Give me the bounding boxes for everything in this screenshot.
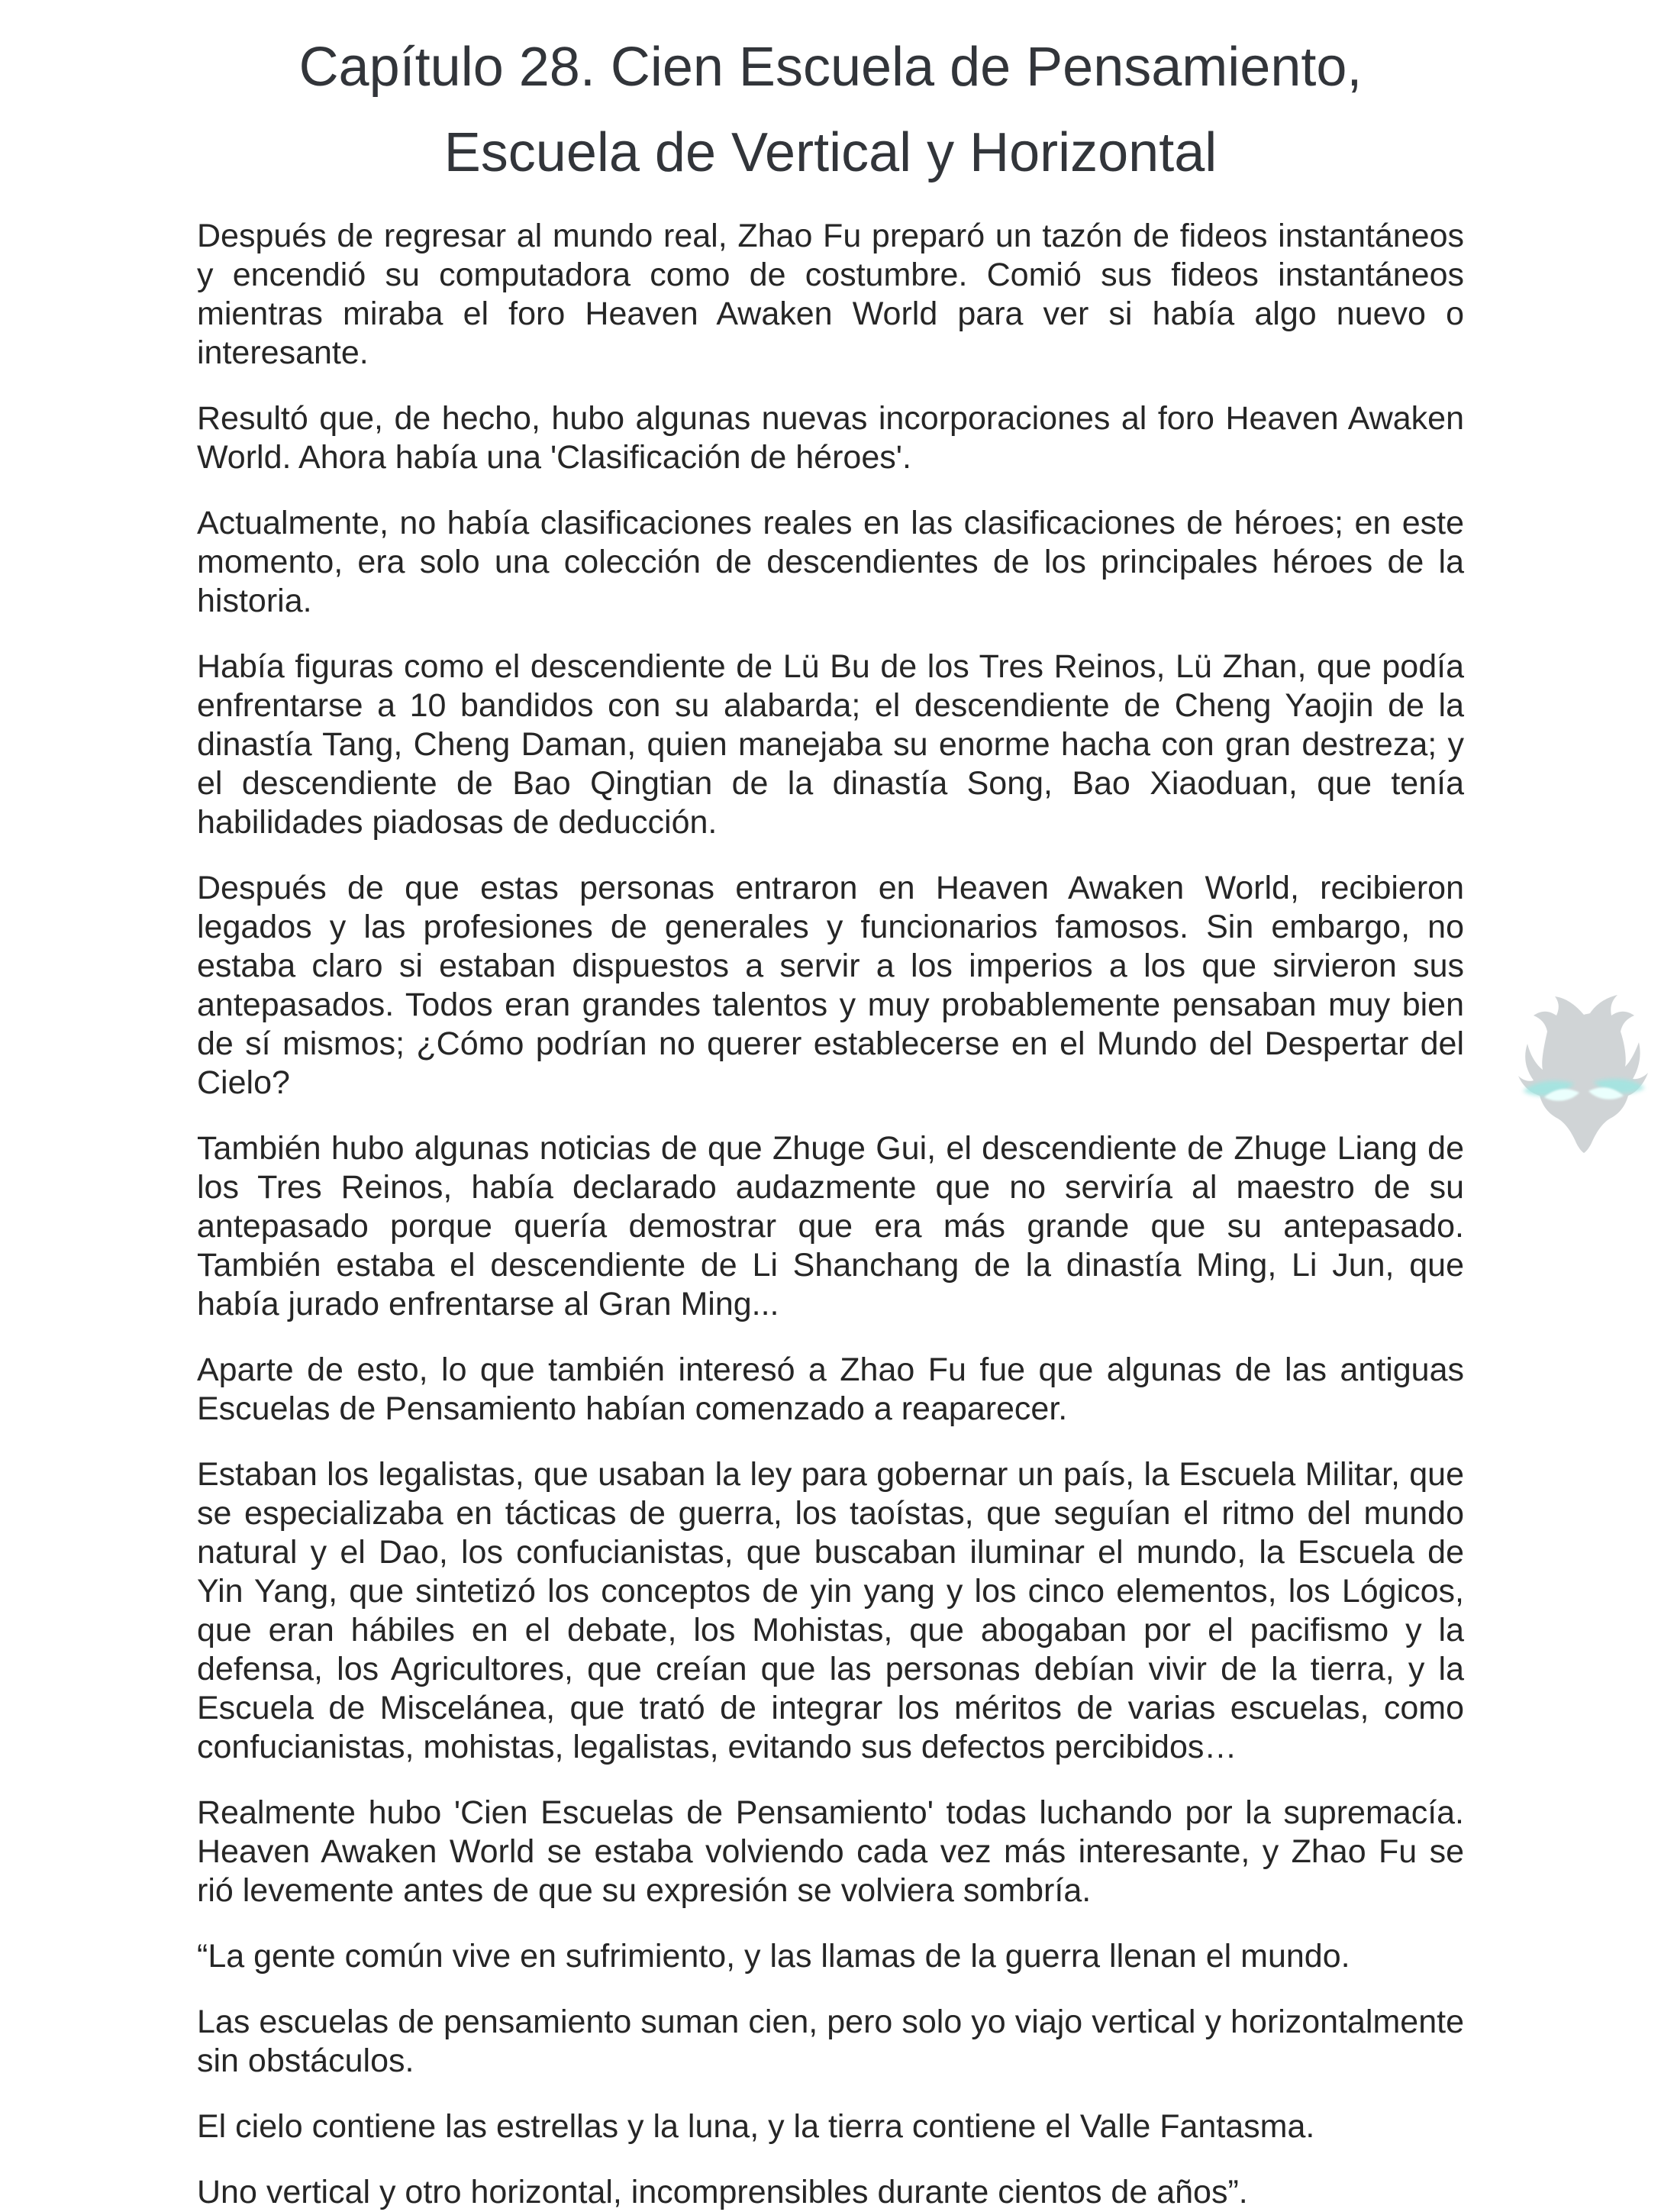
- right-eye-glow: [1593, 1079, 1645, 1093]
- demon-head-watermark-icon: [1515, 990, 1653, 1154]
- paragraph: Realmente hubo 'Cien Escuelas de Pensamiento' todas luchando por la supremacía. Heaven Awaken World se estaba volviendo cada vez más interesante, y Zhao Fu se rió levemente antes de que su expresión se volviera sombría.: [197, 1794, 1464, 1909]
- paragraph: Aparte de esto, lo que también interesó a Zhao Fu fue que algunas de las antiguas Escuelas de Pensamiento habían comenzado a reaparecer.: [197, 1351, 1464, 1427]
- paragraph: Resultó que, de hecho, hubo algunas nuevas incorporaciones al foro Heaven Awaken World. Ahora había una 'Clasificación de héroes'.: [197, 400, 1464, 476]
- paragraph: El cielo contiene las estrellas y la luna, y la tierra contiene el Valle Fantasma.: [197, 2108, 1315, 2145]
- chapter-body: [197, 217, 1464, 2212]
- paragraph: Después de que estas personas entraron en Heaven Awaken World, recibieron legados y las profesiones de generales y funcionarios famosos. Sin embargo, no estaba claro si estaban dispuestos a servir a los imperios a los que sirvieron sus antepasados. Todos eran grandes talentos y muy probablemente pensaban muy bien de sí mismos; ¿Cómo podrían no querer establecerse en el Mundo del Despertar del Cielo?: [197, 870, 1464, 1101]
- paragraph: Uno vertical y otro horizontal, incomprensibles durante cientos de años”.: [197, 2174, 1248, 2210]
- left-eye: [1544, 1089, 1579, 1101]
- page-title: [105, 0, 1556, 195]
- paragraph: También hubo algunas noticias de que Zhuge Gui, el descendiente de Zhuge Liang de los Tres Reinos, había declarado audazmente que no serviría al maestro de su antepasado porque quería demostrar que era más grande que su antepasado. También estaba el descendiente de Li Shanchang de la dinastía Ming, Li Jun, que había jurado enfrentarse al Gran Ming...: [197, 1130, 1464, 1322]
- paragraph: Después de regresar al mundo real, Zhao Fu preparó un tazón de fideos instantáneos y encendió su computadora como de costumbre. Comió sus fideos instantáneos mientras miraba el foro Heaven Awaken World para ver si había algo nuevo o interesante.: [197, 218, 1464, 371]
- demon-head-shape: [1518, 995, 1648, 1153]
- paragraph: “La gente común vive en sufrimiento, y las llamas de la guerra llenan el mundo.: [197, 1938, 1350, 1975]
- right-eye: [1588, 1087, 1624, 1100]
- paragraph: Había figuras como el descendiente de Lü Bu de los Tres Reinos, Lü Zhan, que podía enfrentarse a 10 bandidos con su alabarda; el descendiente de Cheng Yaojin de la dinastía Tang, Cheng Daman, quien manejaba su enorme hacha con gran destreza; y el descendiente de Bao Qingtian de la dinastía Song, Bao Xiaoduan, que tenía habilidades piadosas de deducción.: [197, 648, 1464, 841]
- paragraph: Actualmente, no había clasificaciones reales en las clasificaciones de héroes; en este momento, era solo una colección de descendientes de los principales héroes de la historia.: [197, 505, 1464, 619]
- chapter-title-line-2: Escuela de Vertical y Horizontal: [443, 122, 1218, 183]
- paragraph: Estaban los legalistas, que usaban la ley para gobernar un país, la Escuela Militar, que se especializaba en tácticas de guerra, los taoístas, que seguían el ritmo del mundo natural y el Dao, los confucianistas, que buscaban iluminar el mundo, la Escuela de Yin Yang, que sintetizó los conceptos de yin yang y los cinco elementos, los Lógicos, que eran hábiles en el debate, los Mohistas, que abogaban por el pacifismo y la defensa, los Agricultores, que creían que las personas debían vivir de la tierra, y la Escuela de Miscelánea, que trató de integrar los méritos de varias escuelas, como confucianistas, mohistas, legalistas, evitando sus defectos percibidos…: [197, 1456, 1464, 1765]
- chapter-title-line-1: Capítulo 28. Cien Escuela de Pensamiento,: [298, 37, 1363, 98]
- paragraph: Las escuelas de pensamiento suman cien, pero solo yo viajo vertical y horizontalmente sin obstáculos.: [197, 2004, 1464, 2079]
- left-eye-glow: [1523, 1080, 1575, 1096]
